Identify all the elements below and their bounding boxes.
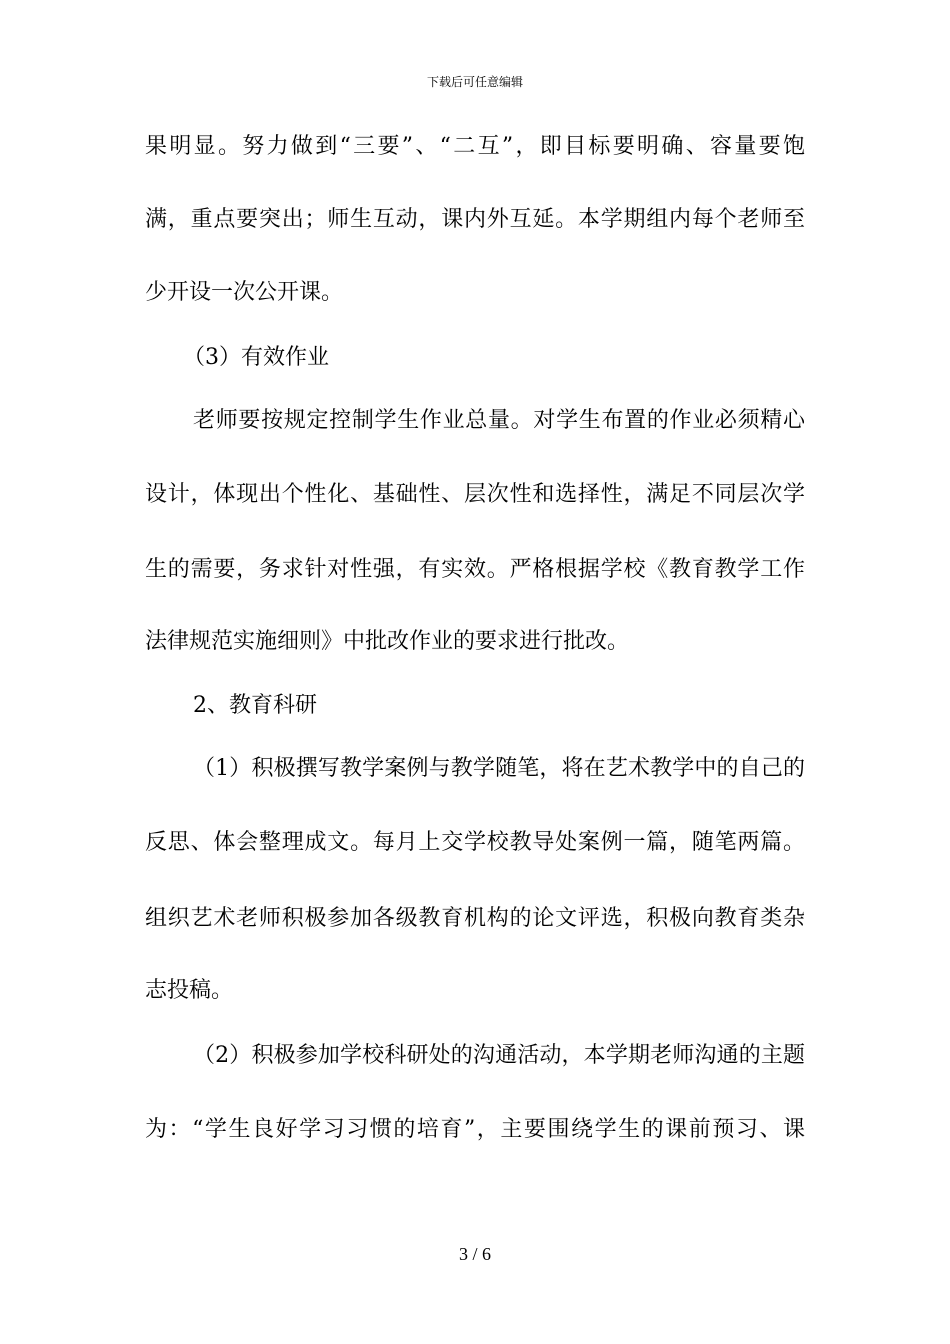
body-line-text: 少开设一次公开课。 <box>145 280 344 305</box>
body-line-text: 老师要按规定控制学生作业总量。对学生布置的作业必须精心 <box>193 408 806 433</box>
body-line <box>145 828 950 858</box>
body-line-text: 组织艺术老师积极参加各级教育机构的论文评选，积极向教育类杂 <box>145 906 806 931</box>
body-line <box>145 205 950 235</box>
body-line <box>145 480 950 510</box>
body-line-text: （1）积极撰写教学案例与教学随笔，将在艺术教学中的自己的 <box>193 756 806 781</box>
page-number: 3 / 6 <box>458 1244 491 1264</box>
body-line-text: 满，重点要突出；师生互动，课内外互延。本学期组内每个老师至 <box>145 207 806 232</box>
body-line <box>145 278 950 308</box>
body-line-text: 反思、体会整理成文。每月上交学校教导处案例一篇，随笔两篇。 <box>145 830 806 855</box>
body-line-text: 设计，体现出个性化、基础性、层次性和选择性，满足不同层次学 <box>145 482 806 507</box>
body-line-text: 果明显。努力做到“三要”、“二互”，即目标要明确、容量要饱 <box>145 134 808 159</box>
body-line <box>145 976 950 1006</box>
body-line-text: 法律规范实施细则》中批改作业的要求进行批改。 <box>145 629 630 654</box>
body-line <box>145 132 950 162</box>
body-line <box>145 627 950 657</box>
body-line <box>193 754 950 784</box>
body-line <box>193 406 950 436</box>
section-heading-text: 2、教育科研 <box>193 693 317 718</box>
body-line <box>145 904 950 934</box>
body-line <box>145 1115 950 1145</box>
body-line <box>145 555 950 585</box>
body-line-text: 为：“学生良好学习习惯的培育”，主要围绕学生的课前预习、课 <box>145 1117 807 1142</box>
section-heading-text: （3）有效作业 <box>183 345 329 370</box>
body-line-text: 志投稿。 <box>145 978 234 1003</box>
body-line-text: （2）积极参加学校科研处的沟通活动，本学期老师沟通的主题 <box>193 1043 806 1068</box>
section-heading <box>183 343 950 373</box>
page-header: 下载后可任意编辑 <box>426 75 523 89</box>
section-heading <box>193 691 950 721</box>
body-line-text: 生的需要，务求针对性强，有实效。严格根据学校《教育教学工作 <box>145 557 806 582</box>
body-line <box>193 1041 950 1071</box>
